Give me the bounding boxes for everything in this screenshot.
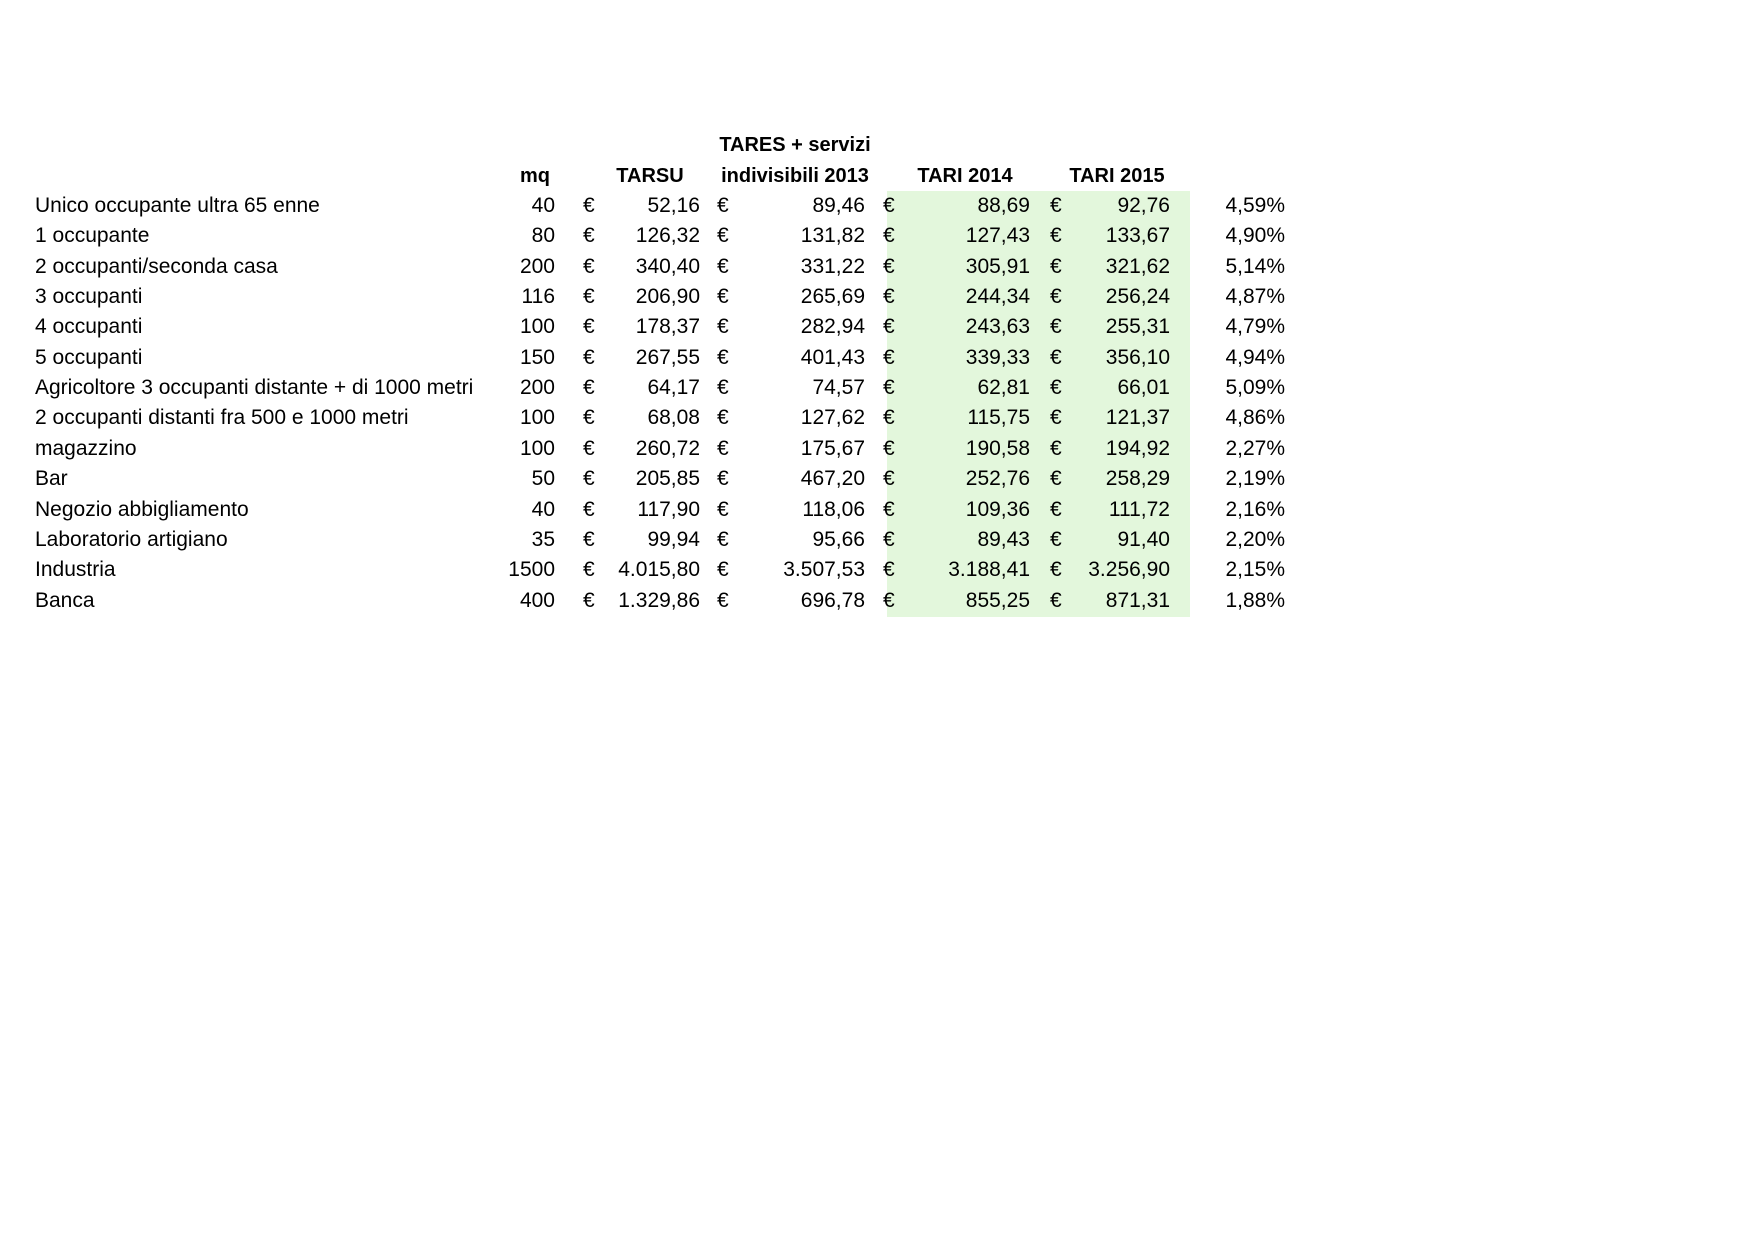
tari2014-euro-symbol: € [883,285,895,309]
tares-value: 3.507,53 [783,558,865,582]
tarsu-value: 206,90 [635,285,700,309]
row-label: 5 occupanti [35,345,143,369]
tares-value: 265,69 [800,285,865,309]
tares-euro-symbol: € [717,527,729,551]
tarsu-euro-symbol: € [583,224,595,248]
tari2015-value: 133,67 [1105,224,1170,248]
tarsu-euro-symbol: € [583,558,595,582]
tarsu-euro-symbol: € [583,467,595,491]
tari2014-euro-symbol: € [883,224,895,248]
tari2014-value: 62,81 [977,376,1030,400]
tari2015-euro-symbol: € [1050,588,1062,612]
mq-value: 116 [521,285,555,309]
tares-euro-symbol: € [717,558,729,582]
tarsu-euro-symbol: € [583,194,595,217]
tarsu-euro-symbol: € [583,588,595,612]
tari2014-euro-symbol: € [883,558,895,582]
tares-value: 467,20 [800,467,865,491]
tari2014-euro-symbol: € [883,254,895,278]
tares-value: 74,57 [812,376,865,400]
row-label: 3 occupanti [35,285,143,309]
mq-value: 100 [519,406,555,430]
percent-change: 2,20% [1225,527,1285,551]
tari2014-value: 243,63 [965,315,1030,339]
tari2015-euro-symbol: € [1050,194,1062,217]
tari2015-value: 111,72 [1108,497,1170,521]
tarsu-euro-symbol: € [583,527,595,551]
tari2014-euro-symbol: € [883,497,895,521]
tarsu-value: 4.015,80 [618,558,700,582]
tares-euro-symbol: € [717,467,729,491]
header-tarsu: TARSU [616,165,684,187]
tares-euro-symbol: € [717,224,729,248]
tarsu-euro-symbol: € [583,406,595,430]
tares-value: 118,06 [802,497,865,521]
tari2015-euro-symbol: € [1050,558,1062,582]
tari2014-value: 109,36 [965,497,1030,521]
percent-change: 5,14% [1225,254,1285,278]
tari2014-euro-symbol: € [883,315,895,339]
mq-value: 400 [519,588,555,612]
tarsu-value: 126,32 [635,224,700,248]
tares-value: 89,46 [812,194,865,217]
mq-value: 40 [531,194,555,217]
tares-euro-symbol: € [717,254,729,278]
row-label: Unico occupante ultra 65 enne [35,194,320,217]
tari2014-euro-symbol: € [883,194,895,217]
percent-change: 2,19% [1225,467,1285,491]
tari2015-euro-symbol: € [1050,497,1062,521]
tari2015-value: 255,31 [1105,315,1170,339]
tari2015-euro-symbol: € [1050,254,1062,278]
tari2014-value: 244,34 [965,285,1030,309]
percent-change: 2,15% [1225,558,1285,582]
tari2014-value: 115,75 [967,406,1030,430]
tarsu-value: 260,72 [635,436,700,460]
percent-change: 2,27% [1225,436,1285,460]
tari2014-value: 89,43 [977,527,1030,551]
tari2015-euro-symbol: € [1050,285,1062,309]
percent-change: 4,87% [1225,285,1285,309]
tarsu-euro-symbol: € [583,436,595,460]
tares-euro-symbol: € [717,376,729,400]
tari2014-value: 855,25 [965,588,1030,612]
tares-value: 175,67 [800,436,865,460]
tares-value: 131,82 [800,224,865,248]
tari2015-euro-symbol: € [1050,436,1062,460]
tari2014-value: 88,69 [977,194,1030,217]
tari2015-euro-symbol: € [1050,376,1062,400]
header-tari-2015: TARI 2015 [1069,165,1165,187]
row-label: magazzino [35,436,137,460]
mq-value: 100 [519,315,555,339]
tari2014-value: 190,58 [965,436,1030,460]
tares-euro-symbol: € [717,315,729,339]
mq-value: 40 [531,497,555,521]
percent-change: 2,16% [1225,497,1285,521]
tares-euro-symbol: € [717,588,729,612]
tares-value: 282,94 [800,315,865,339]
row-label: 1 occupante [35,224,150,248]
header-tares-line1: TARES + servizi [719,134,871,156]
row-label: Negozio abbigliamento [35,497,249,521]
tares-euro-symbol: € [717,497,729,521]
tari2015-euro-symbol: € [1050,315,1062,339]
tari2015-value: 356,10 [1105,345,1170,369]
row-label: Bar [35,467,68,491]
percent-change: 5,09% [1225,376,1285,400]
mq-value: 50 [531,467,555,491]
tari2014-value: 339,33 [965,345,1030,369]
mq-value: 35 [531,527,555,551]
tarsu-euro-symbol: € [583,315,595,339]
tares-euro-symbol: € [717,345,729,369]
row-label: Banca [35,588,95,612]
percent-change: 4,59% [1225,194,1285,217]
tarsu-value: 267,55 [635,345,700,369]
header-tares-line2: indivisibili 2013 [721,165,869,187]
tarsu-value: 1.329,86 [618,588,700,612]
tari2015-euro-symbol: € [1050,224,1062,248]
tares-value: 95,66 [812,527,865,551]
tari2014-euro-symbol: € [883,345,895,369]
tarsu-value: 99,94 [647,527,700,551]
tari2015-value: 121,37 [1105,406,1170,430]
tari2014-euro-symbol: € [883,527,895,551]
row-label: 2 occupanti/seconda casa [35,254,278,278]
tari2014-euro-symbol: € [883,436,895,460]
tarsu-euro-symbol: € [583,254,595,278]
tares-euro-symbol: € [717,285,729,309]
percent-change: 4,86% [1225,406,1285,430]
tarsu-euro-symbol: € [583,345,595,369]
tari2015-value: 3.256,90 [1088,558,1170,582]
tari2014-euro-symbol: € [883,406,895,430]
row-label: 2 occupanti distanti fra 500 e 1000 metri [35,406,409,430]
mq-value: 80 [531,224,555,248]
tares-value: 331,22 [800,254,865,278]
tarsu-value: 68,08 [647,406,700,430]
tari2014-value: 3.188,41 [948,558,1030,582]
header-mq: mq [520,165,550,187]
tarsu-value: 52,16 [647,194,700,217]
row-label: Industria [35,558,116,582]
tarsu-euro-symbol: € [583,285,595,309]
header-tari-2014: TARI 2014 [917,165,1013,187]
tarsu-euro-symbol: € [583,497,595,521]
tari2014-euro-symbol: € [883,376,895,400]
percent-change: 1,88% [1225,588,1285,612]
percent-change: 4,79% [1225,315,1285,339]
tarsu-euro-symbol: € [583,376,595,400]
tari2015-value: 66,01 [1117,376,1170,400]
tares-value: 127,62 [800,406,865,430]
tares-value: 696,78 [800,588,865,612]
tari2015-value: 194,92 [1105,436,1170,460]
tari2015-value: 91,40 [1117,527,1170,551]
mq-value: 150 [519,345,555,369]
tares-value: 401,43 [800,345,865,369]
tari2015-value: 256,24 [1105,285,1170,309]
percent-change: 4,90% [1225,224,1285,248]
tarsu-value: 340,40 [635,254,700,278]
tares-euro-symbol: € [717,436,729,460]
tari2014-euro-symbol: € [883,467,895,491]
tari2015-value: 258,29 [1105,467,1170,491]
tares-euro-symbol: € [717,406,729,430]
tari2015-value: 92,76 [1117,194,1170,217]
tari2014-value: 305,91 [965,254,1030,278]
tari2014-euro-symbol: € [883,588,895,612]
tari2014-value: 252,76 [965,467,1030,491]
tari2015-euro-symbol: € [1050,345,1062,369]
tari2015-euro-symbol: € [1050,467,1062,491]
tarsu-value: 178,37 [635,315,700,339]
mq-value: 100 [519,436,555,460]
tares-euro-symbol: € [717,194,729,217]
tari2015-euro-symbol: € [1050,527,1062,551]
mq-value: 1500 [508,558,555,582]
row-label: Laboratorio artigiano [35,527,228,551]
tarsu-value: 205,85 [635,467,700,491]
tarsu-value: 117,90 [637,497,700,521]
tari2015-euro-symbol: € [1050,406,1062,430]
row-label: Agricoltore 3 occupanti distante + di 1000 metri [35,376,474,400]
tarsu-value: 64,17 [647,376,700,400]
tari2014-value: 127,43 [965,224,1030,248]
tari2015-value: 321,62 [1105,254,1170,278]
mq-value: 200 [519,376,555,400]
percent-change: 4,94% [1225,345,1285,369]
mq-value: 200 [519,254,555,278]
row-label: 4 occupanti [35,315,143,339]
tari2015-value: 871,31 [1105,588,1170,612]
